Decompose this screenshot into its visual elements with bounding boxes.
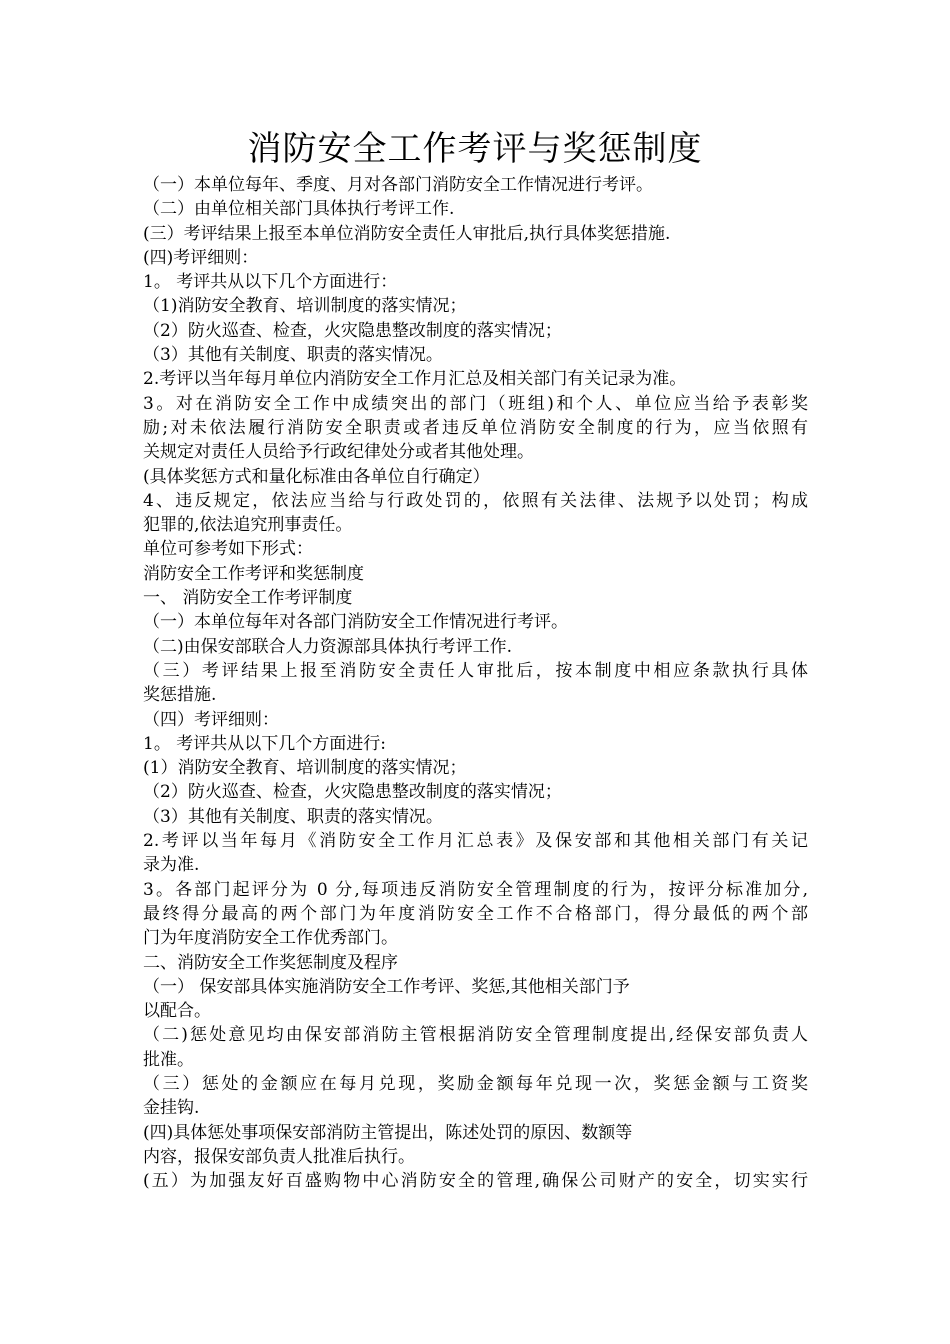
text-line: （二）由单位相关部门具体执行考评工作.: [143, 199, 455, 220]
text-line: 最终得分最高的两个部门为年度消防安全工作不合格部门，得分最低的两个部: [143, 903, 808, 924]
document-body: [143, 173, 808, 1193]
text-line: （三）考评结果上报至消防安全责任人审批后，按本制度中相应条款执行具体: [143, 660, 808, 681]
text-line: (五）为加强友好百盛购物中心消防安全的管理,确保公司财产的安全，切实实行: [143, 1171, 808, 1192]
text-line: 金挂钩.: [143, 1098, 200, 1119]
text-line: (四)具体惩处事项保安部消防主管提出，陈述处罚的原因、数额等: [143, 1122, 633, 1143]
text-line: 门为年度消防安全工作优秀部门。: [143, 928, 398, 949]
text-line: (三）考评结果上报至本单位消防安全责任人审批后,执行具体奖惩措施.: [143, 223, 671, 244]
text-line: （1)消防安全教育、培训制度的落实情况；: [143, 296, 467, 317]
text-line: 3。对在消防安全工作中成绩突出的部门（班组)和个人、单位应当给予表彰奖: [143, 393, 808, 414]
text-line: 关规定对责任人员给予行政纪律处分或者其他处理。: [143, 442, 534, 463]
text-line: 1。 考评共从以下几个方面进行：: [143, 272, 398, 293]
text-line: 3。各部门起评分为 0 分,每项违反消防安全管理制度的行为，按评分标准加分,: [143, 879, 808, 900]
text-line: 以配合。: [143, 1001, 211, 1022]
text-line: (四)考评细则：: [143, 247, 259, 268]
text-line: 录为准.: [143, 855, 200, 876]
text-line: （2）防火巡查、检查，火灾隐患整改制度的落实情况；: [143, 782, 562, 803]
text-line: 二、消防安全工作奖惩制度及程序: [143, 952, 398, 973]
document-title: 消防安全工作考评与奖惩制度: [247, 129, 703, 169]
text-line: 2.考评以当年每月单位内消防安全工作月汇总及相关部门有关记录为准。: [143, 369, 687, 390]
text-line: 1。 考评共从以下几个方面进行:: [143, 733, 386, 754]
text-line: （2）防火巡查、检查，火灾隐患整改制度的落实情况；: [143, 320, 562, 341]
text-line: （二)由保安部联合人力资源部具体执行考评工作.: [143, 636, 513, 657]
text-line: (1）消防安全教育、培训制度的落实情况；: [143, 758, 467, 779]
text-line: 单位可参考如下形式：: [143, 539, 313, 560]
text-line: 2.考评以当年每月《消防安全工作月汇总表》及保安部和其他相关部门有关记: [143, 831, 808, 852]
text-line: 奖惩措施.: [143, 685, 217, 706]
text-line: 4、违反规定，依法应当给与行政处罚的，依照有关法律、法规予以处罚；构成: [143, 490, 808, 511]
text-line: （一）本单位每年对各部门消防安全工作情况进行考评。: [143, 612, 568, 633]
text-line: （3）其他有关制度、职责的落实情况。: [143, 806, 443, 827]
text-line: 励;对未依法履行消防安全职责或者违反单位消防安全制度的行为，应当依照有: [143, 417, 808, 438]
text-line: 内容，报保安部负责人批准后执行。: [143, 1146, 415, 1167]
text-line: （二)惩处意见均由保安部消防主管根据消防安全管理制度提出,经保安部负责人: [143, 1025, 808, 1046]
text-line: (具体奖惩方式和量化标准由各单位自行确定）: [143, 466, 490, 487]
text-line: （三）惩处的金额应在每月兑现，奖励金额每年兑现一次，奖惩金额与工资奖: [143, 1073, 808, 1094]
text-line: （四）考评细则：: [143, 709, 279, 730]
text-line: （3）其他有关制度、职责的落实情况。: [143, 345, 443, 366]
text-line: 消防安全工作考评和奖惩制度: [143, 563, 364, 584]
text-line: 批准。: [143, 1049, 194, 1070]
text-line: （一）本单位每年、季度、月对各部门消防安全工作情况进行考评。: [143, 175, 653, 195]
text-line: 犯罪的,依法追究刑事责任。: [143, 515, 353, 536]
text-line: （一） 保安部具体实施消防安全工作考评、奖惩,其他相关部门予: [143, 976, 630, 997]
text-line: 一、 消防安全工作考评制度: [143, 588, 353, 609]
